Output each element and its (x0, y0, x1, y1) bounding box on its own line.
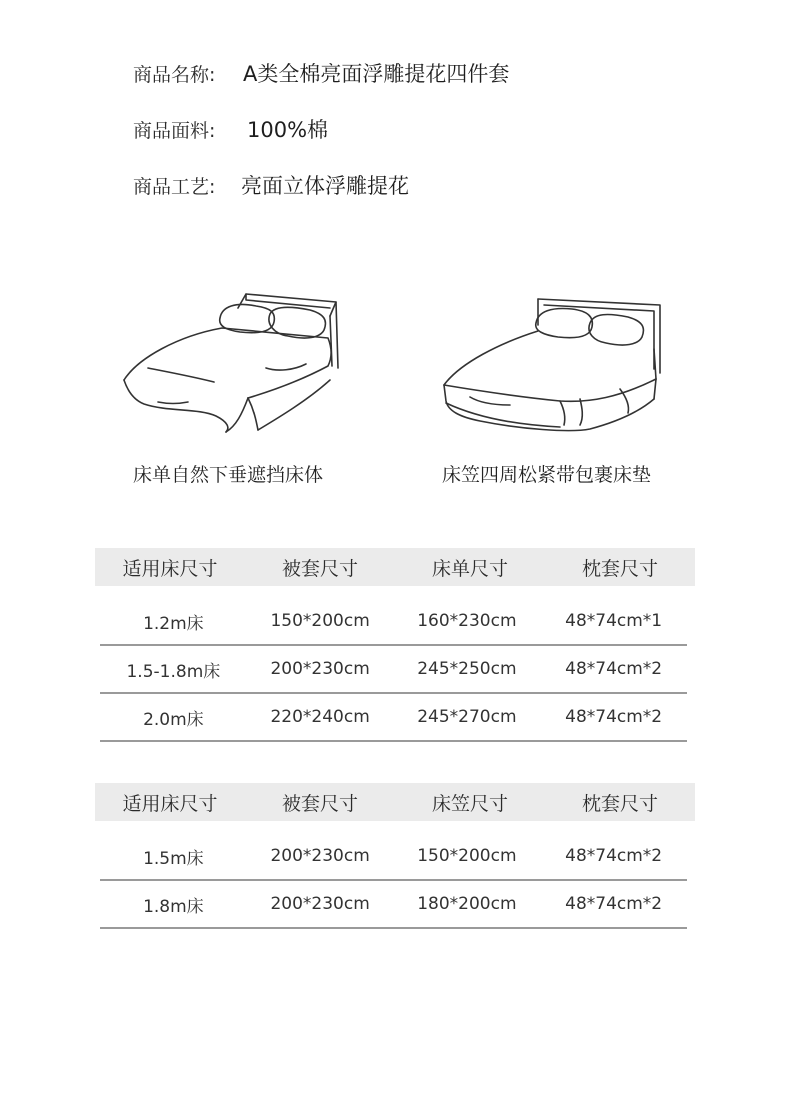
cell-pillowcase-size: 48*74cm*1 (565, 611, 663, 631)
product-fabric-row (133, 114, 328, 144)
size-table-flat-sheet (95, 548, 695, 742)
header-duvet-size: 被套尺寸 (281, 792, 358, 815)
header-sheet-size: 床单尺寸 (431, 557, 508, 580)
cell-duvet-size: 200*230cm (270, 894, 370, 914)
fitted-sheet-bed-icon (440, 293, 668, 445)
cell-sheet-size: 245*270cm (417, 707, 517, 727)
cell-duvet-size: 200*230cm (270, 846, 370, 866)
table-row (100, 833, 687, 881)
header-pillowcase-size: 枕套尺寸 (581, 557, 658, 580)
header-pillowcase-size: 枕套尺寸 (581, 792, 658, 815)
size-table-fitted-sheet (95, 783, 695, 929)
cell-fitted-sheet-size: 150*200cm (417, 846, 517, 866)
table-row (100, 694, 687, 742)
product-name-value: A类全棉亮面浮雕提花四件套 (243, 62, 510, 86)
fitted-sheet-caption: 床笠四周松紧带包裹床垫 (442, 464, 652, 486)
cell-bed-size: 1.5-1.8m床 (126, 661, 221, 682)
product-craft-row (133, 170, 409, 200)
product-fabric-label: 商品面料: (133, 120, 216, 142)
header-fitted-sheet-size: 床笠尺寸 (431, 792, 508, 815)
header-bed-size: 适用床尺寸 (122, 792, 218, 815)
cell-bed-size: 2.0m床 (143, 709, 204, 730)
cell-duvet-size: 200*230cm (270, 659, 370, 679)
cell-duvet-size: 150*200cm (270, 611, 370, 631)
cell-pillowcase-size: 48*74cm*2 (565, 707, 663, 727)
header-bed-size: 适用床尺寸 (122, 557, 218, 580)
product-craft-value: 亮面立体浮雕提花 (241, 174, 409, 198)
product-craft-label: 商品工艺: (133, 176, 216, 198)
cell-pillowcase-size: 48*74cm*2 (565, 894, 663, 914)
product-name-row (133, 58, 509, 88)
flat-sheet-bed-icon (118, 288, 348, 438)
cell-bed-size: 1.5m床 (143, 848, 204, 869)
cell-pillowcase-size: 48*74cm*2 (565, 846, 663, 866)
cell-duvet-size: 220*240cm (270, 707, 370, 727)
cell-bed-size: 1.2m床 (143, 613, 204, 634)
cell-pillowcase-size: 48*74cm*2 (565, 659, 663, 679)
table-header (95, 783, 695, 821)
table-header (95, 548, 695, 586)
flat-sheet-caption: 床单自然下垂遮挡床体 (133, 464, 324, 486)
cell-sheet-size: 245*250cm (417, 659, 517, 679)
table-row (100, 881, 687, 929)
cell-sheet-size: 160*230cm (417, 611, 517, 631)
product-fabric-value: 100%棉 (247, 118, 329, 142)
product-name-label: 商品名称: (133, 64, 216, 86)
cell-fitted-sheet-size: 180*200cm (417, 894, 517, 914)
cell-bed-size: 1.8m床 (143, 896, 204, 917)
table-row (100, 646, 687, 694)
table-row (100, 598, 687, 646)
header-duvet-size: 被套尺寸 (281, 557, 358, 580)
